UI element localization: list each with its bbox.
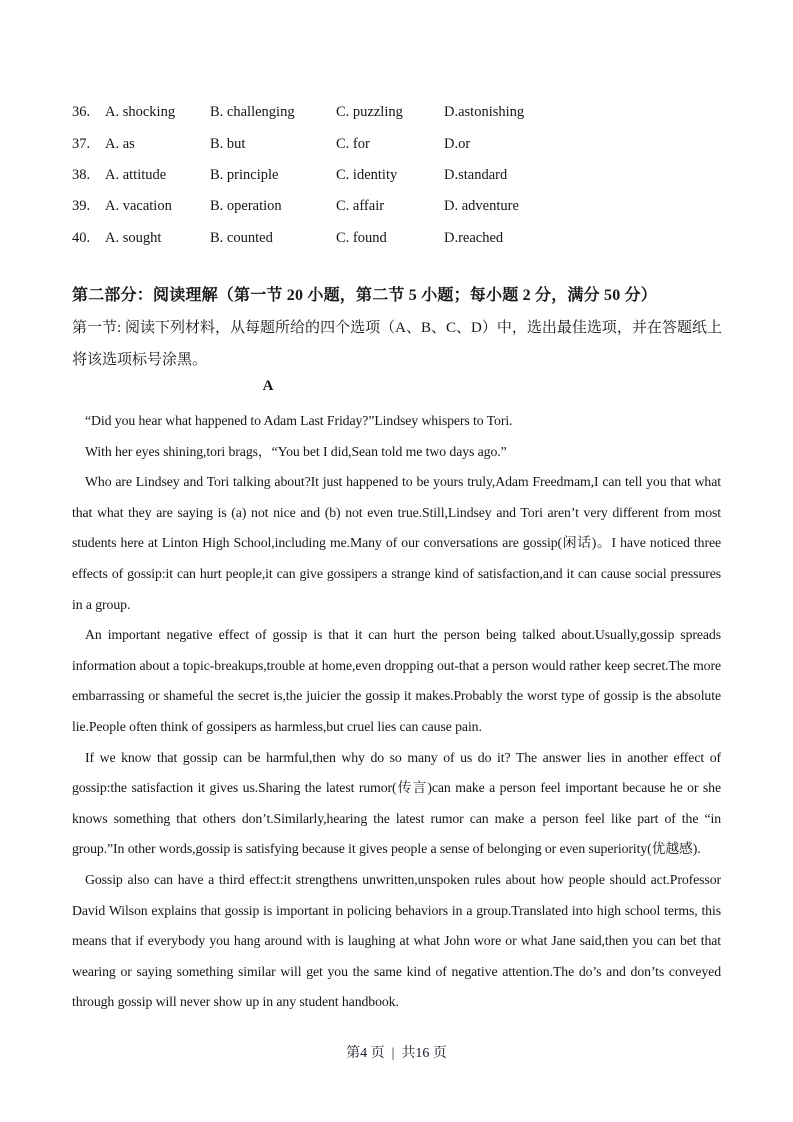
option-d: D.reached <box>444 229 504 246</box>
cloze-options-block <box>72 97 753 254</box>
question-number: 39. <box>72 198 91 215</box>
option-b: B. operation <box>210 198 282 215</box>
total-pages-label: 共16 页 <box>401 1046 447 1061</box>
option-b: B. challenging <box>210 104 295 121</box>
option-d: D.standard <box>444 166 508 183</box>
passage-title: A <box>262 378 274 394</box>
question-row-37 <box>72 128 753 159</box>
option-a: A. as <box>105 135 135 152</box>
option-b: B. principle <box>210 166 279 183</box>
option-c: C. affair <box>336 198 385 215</box>
option-a: A. attitude <box>105 166 167 183</box>
question-number: 38. <box>72 166 91 183</box>
question-row-39 <box>72 191 753 222</box>
option-b: B. counted <box>210 229 273 246</box>
option-c: C. puzzling <box>336 104 403 121</box>
option-b: B. but <box>210 135 246 152</box>
option-c: C. identity <box>336 166 398 183</box>
question-number: 40. <box>72 229 91 246</box>
option-a: A. shocking <box>105 104 176 121</box>
section-heading: 第二部分：阅读理解（第一节 20 小题，第二节 5 小题；每小题 2 分，满分 50 分） <box>72 287 658 304</box>
option-c: C. for <box>336 135 370 152</box>
question-row-36 <box>72 97 753 128</box>
reading-passage <box>72 406 721 1018</box>
option-a: A. sought <box>105 229 162 246</box>
question-row-38 <box>72 160 753 191</box>
passage-paragraph: With her eyes shining,tori brags，“You bet I did,Sean told me two days ago.” <box>85 443 507 459</box>
footer-separator: | <box>391 1046 395 1061</box>
option-c: C. found <box>336 229 387 246</box>
current-page-label: 第4 页 <box>346 1046 385 1061</box>
passage-paragraph: Gossip also can have a third effect:it strengthens unwritten,unspoken rules about how people should act.Professor David Wilson explains that gossip is important in policing behaviors in a group.Translated into high school terms, this means that if everybody you hang around with is laughing at what John wore or what Jane said,then you can bet that wearing or saying something similar will get you the same kind of negative attention.The do’s and don’ts conveyed through gossip will never show up in any student handbook. <box>72 871 721 1010</box>
passage-paragraph: An important negative effect of gossip is that it can hurt the person being talked about.Usually,gossip spreads information about a topic-breakups,trouble at home,even dropping out-that a person would rather keep secret.The more embarrassing or shameful the secret is,the juicier the gossip it makes.Probably the worst type of gossip is the absolute lie.People often think of gossipers as harmless,but cruel lies can cause pain. <box>72 627 721 734</box>
option-a: A. vacation <box>105 198 172 215</box>
option-d: D. adventure <box>444 198 519 215</box>
question-row-40 <box>72 223 753 254</box>
question-number: 37. <box>72 135 91 152</box>
question-number: 36. <box>72 104 91 121</box>
passage-paragraph: Who are Lindsey and Tori talking about?It just happened to be yours truly,Adam Freedmam,I can tell you that what that what they are saying is (a) not nice and (b) not even true.Still,Lindsey and Tori aren’t very different from most students here at Linton High School,including me.Many of our conversations are gossip(闲话)。I have noticed three effects of gossip:it can hurt people,it can give gossipers a strange kind of satisfaction,and it can cause social pressures in a group. <box>72 474 721 612</box>
passage-paragraph: “Did you hear what happened to Adam Last Friday?”Lindsey whispers to Tori. <box>85 413 513 428</box>
passage-paragraph: If we know that gossip can be harmful,then why do so many of us do it? The answer lies in another effect of gossip:the satisfaction it gives us.Sharing the latest rumor(传言)can make a person feel important because he or she knows something that others don’t.Similarly,hearing the latest rumor can make a person feel like part of the “in group.”In other words,gossip is satisfying because it gives people a sense of belonging or even superiority(优越感). <box>72 749 721 857</box>
page-footer <box>0 1042 793 1062</box>
option-d: D.or <box>444 135 471 152</box>
section-instructions: 第一节: 阅读下列材料，从每题所给的四个选项（A、B、C、D）中，选出最佳选项，并在答题纸上将该选项标号涂黑。 <box>72 320 722 368</box>
option-d: D.astonishing <box>444 104 525 121</box>
